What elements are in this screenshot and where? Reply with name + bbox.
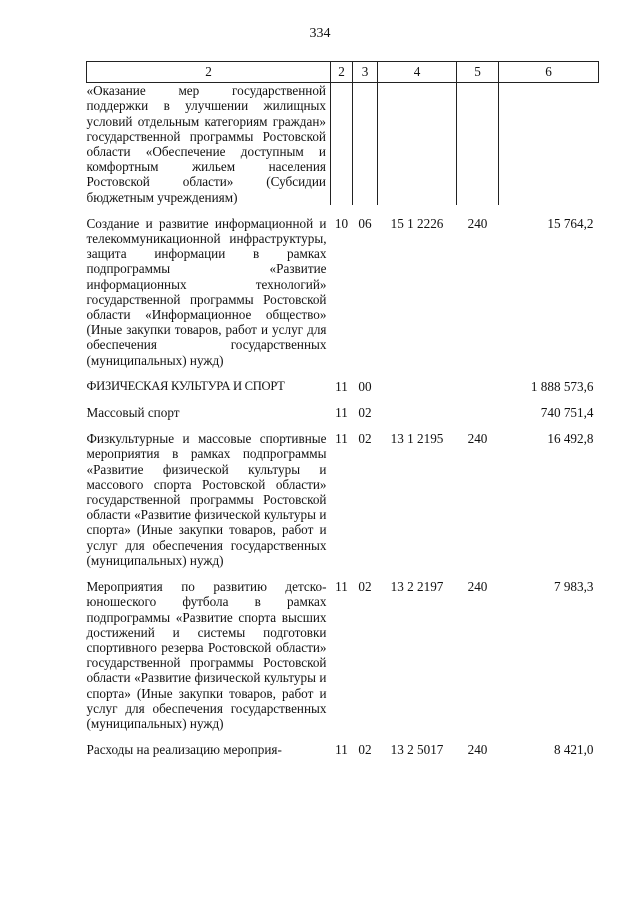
budget-table	[86, 61, 599, 757]
table-row	[87, 731, 599, 757]
row-subsection: 02	[358, 431, 372, 447]
row-target-article: 13 2 5017	[390, 742, 444, 758]
row-section: 11	[335, 378, 348, 394]
table-row	[87, 568, 599, 731]
row-expense-type	[457, 83, 499, 205]
header-cell: 5	[457, 62, 499, 83]
row-expense-type: 240	[467, 215, 488, 231]
row-target-article	[378, 394, 457, 420]
row-target-article	[378, 83, 457, 205]
row-description: Физкультурные и массовые спортивные мероприятия в рамках подпрограммы «Развитие физической культуры и массового спорта Ростовской области» государственной программы Ростовской области «Развитие физической культуры и спорта» (Иные закупки товаров, работ и услуг для обеспечения государственных (муниципальных) нужд)	[86, 431, 327, 568]
row-section: 11	[335, 405, 348, 421]
header-row	[87, 62, 599, 83]
row-subsection	[353, 83, 378, 205]
row-description: Мероприятия по развитию детско-юношеского футбола в рамках подпрограммы «Развитие спорта высших достижений и системы подготовки спортивного резерва Ростовской области» государственной программы Ростовской области «Развитие физической культуры и спорта» (Иные закупки товаров, работ и услуг для обеспечения государственных (муниципальных) нужд)	[86, 579, 327, 731]
row-expense-type: 240	[467, 431, 488, 447]
header-cell: 4	[378, 62, 457, 83]
row-expense-type: 240	[467, 742, 488, 758]
row-target-article: 13 2 2197	[390, 579, 444, 595]
row-section: 11	[335, 742, 348, 758]
row-amount: 1 888 573,6	[530, 378, 594, 394]
row-amount	[499, 83, 599, 205]
row-subsection: 00	[358, 378, 372, 394]
row-section: 11	[335, 579, 348, 595]
row-target-article: 15 1 2226	[390, 215, 444, 231]
table-row	[87, 394, 599, 420]
row-section: 10	[334, 215, 349, 231]
page-number: 334	[309, 26, 331, 41]
table-row	[87, 83, 599, 205]
row-amount: 15 764,2	[547, 215, 594, 231]
header-cell: 6	[499, 62, 599, 83]
row-description: ФИЗИЧЕСКАЯ КУЛЬТУРА И СПОРТ	[86, 378, 285, 393]
row-subsection: 02	[358, 405, 372, 421]
row-amount: 740 751,4	[540, 405, 594, 421]
row-amount: 8 421,0	[553, 742, 594, 758]
table-row	[87, 420, 599, 568]
header-cell: 2	[331, 62, 353, 83]
row-expense-type: 240	[467, 579, 488, 595]
row-amount: 7 983,3	[553, 579, 594, 595]
row-target-article	[378, 368, 457, 394]
row-target-article: 13 1 2195	[390, 431, 444, 447]
row-description: Расходы на реализацию мероприя-	[86, 742, 282, 758]
header-cell: 3	[353, 62, 378, 83]
row-subsection: 06	[358, 215, 372, 231]
table-row	[87, 368, 599, 394]
row-description: Создание и развитие информационной и телекоммуникационной инфраструктуры, защита информации в рамках подпрограммы «Развитие информационных технологий» государственной программы Ростовской области «Информационное общество» (Иные закупки товаров, работ и услуг для обеспечения государственных (муниципальных) нужд)	[86, 215, 327, 368]
row-amount: 16 492,8	[547, 431, 594, 447]
row-description: Массовый спорт	[86, 405, 180, 421]
row-description: «Оказание мер государственной поддержки в улучшении жилищных условий отдельным категориям граждан» государственной программы Ростовской области «Обеспечение доступным и комфортным жильем населения Ростовской области» (Субсидии бюджетным учреждениям)	[87, 83, 331, 205]
row-subsection: 02	[358, 742, 372, 758]
row-expense-type	[457, 394, 499, 420]
row-section	[331, 83, 353, 205]
row-section: 11	[335, 431, 348, 447]
row-subsection: 02	[358, 579, 372, 595]
header-cell: 2	[87, 62, 331, 83]
row-expense-type	[457, 368, 499, 394]
table-row	[87, 205, 599, 368]
